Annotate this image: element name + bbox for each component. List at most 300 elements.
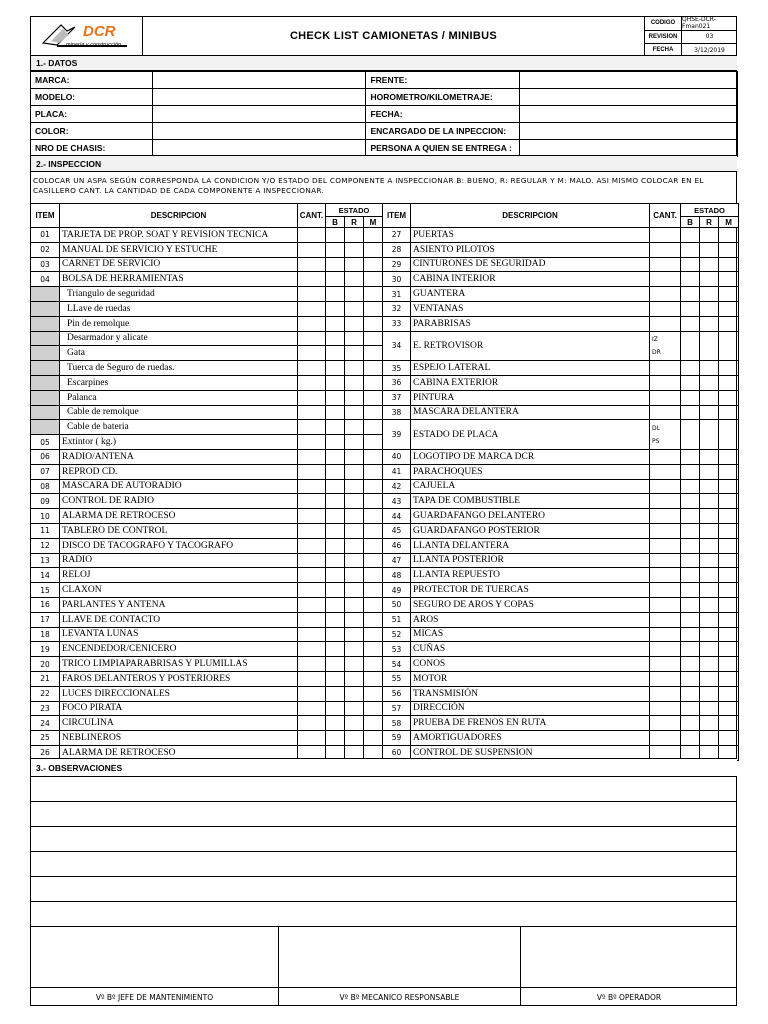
check-r[interactable] [345,272,364,287]
check-b[interactable] [326,657,345,672]
check-m[interactable] [364,405,383,420]
qty-cell[interactable] [298,272,326,287]
qty-cell[interactable] [650,316,681,331]
check-m[interactable] [719,361,739,376]
check-r[interactable] [700,583,719,598]
observation-line[interactable] [31,826,737,851]
check-b[interactable] [326,523,345,538]
qty-cell[interactable] [650,597,681,612]
check-b[interactable] [326,361,345,376]
check-m[interactable] [719,494,739,509]
check-r[interactable] [700,612,719,627]
check-r[interactable] [700,316,719,331]
check-b[interactable] [326,568,345,583]
check-b[interactable] [681,627,700,642]
check-b[interactable] [326,583,345,598]
check-r[interactable] [345,228,364,243]
check-r[interactable] [345,449,364,464]
check-m[interactable] [719,568,739,583]
side-label: DL [652,424,660,432]
check-m[interactable] [364,538,383,553]
check-m[interactable] [364,568,383,583]
qty-cell[interactable] [650,272,681,287]
check-b[interactable] [326,272,345,287]
qty-cell[interactable] [650,509,681,524]
qty-cell[interactable] [650,301,681,316]
check-r[interactable] [345,331,364,346]
check-r[interactable] [700,242,719,257]
check-b[interactable] [326,331,345,346]
check-r[interactable] [700,568,719,583]
signature-box-operador[interactable] [521,927,737,987]
qty-cell[interactable] [298,597,326,612]
check-r[interactable] [345,716,364,731]
check-r[interactable] [345,701,364,716]
qty-cell[interactable] [298,523,326,538]
qty-cell[interactable] [298,301,326,316]
check-b[interactable] [681,612,700,627]
qty-cell[interactable] [650,494,681,509]
check-r[interactable] [345,553,364,568]
qty-cell[interactable] [298,228,326,243]
check-b[interactable] [326,287,345,302]
check-m[interactable] [364,287,383,302]
item-number [31,420,60,435]
qty-cell[interactable] [298,375,326,390]
check-m[interactable] [364,523,383,538]
check-m[interactable] [364,479,383,494]
check-m[interactable] [364,464,383,479]
check-b[interactable] [681,331,700,361]
check-b[interactable] [681,568,700,583]
check-r[interactable] [345,390,364,405]
check-m[interactable] [364,242,383,257]
observation-line[interactable] [31,901,737,926]
check-b[interactable] [326,642,345,657]
check-r[interactable] [345,405,364,420]
check-r[interactable] [345,287,364,302]
check-m[interactable] [719,597,739,612]
check-b[interactable] [326,301,345,316]
check-b[interactable] [326,346,345,361]
check-r[interactable] [700,464,719,479]
qty-cell[interactable] [298,449,326,464]
check-r[interactable] [345,597,364,612]
qty-cell[interactable] [650,287,681,302]
check-m[interactable] [364,583,383,598]
qty-cell[interactable] [298,671,326,686]
check-b[interactable] [681,701,700,716]
check-r[interactable] [345,731,364,746]
check-r[interactable] [700,449,719,464]
check-b[interactable] [326,479,345,494]
datos-field[interactable] [152,72,366,89]
check-b[interactable] [681,686,700,701]
qty-cell[interactable] [650,449,681,464]
check-m[interactable] [719,449,739,464]
qty-cell[interactable] [650,671,681,686]
check-m[interactable] [719,642,739,657]
check-b[interactable] [681,716,700,731]
item-number: 56 [383,686,411,701]
check-b[interactable] [681,464,700,479]
section-datos: 1.- DATOS [31,55,737,71]
check-m[interactable] [364,449,383,464]
check-b[interactable] [681,287,700,302]
check-r[interactable] [345,479,364,494]
check-m[interactable] [364,642,383,657]
check-m[interactable] [719,671,739,686]
check-m[interactable] [364,331,383,346]
check-m[interactable] [364,228,383,243]
check-r[interactable] [345,509,364,524]
check-r[interactable] [345,657,364,672]
datos-field[interactable] [152,140,366,157]
check-m[interactable] [364,435,383,450]
check-r[interactable] [345,257,364,272]
check-b[interactable] [681,509,700,524]
check-r[interactable] [700,671,719,686]
check-b[interactable] [326,553,345,568]
check-r[interactable] [345,242,364,257]
check-m[interactable] [364,686,383,701]
check-r[interactable] [345,627,364,642]
qty-cell[interactable] [298,553,326,568]
observation-line[interactable] [31,776,737,801]
check-r[interactable] [700,301,719,316]
qty-cell[interactable] [650,405,681,420]
check-b[interactable] [326,701,345,716]
check-r[interactable] [345,568,364,583]
check-r[interactable] [700,361,719,376]
check-r[interactable] [700,331,719,361]
qty-cell[interactable] [650,361,681,376]
check-m[interactable] [719,405,739,420]
check-r[interactable] [700,538,719,553]
check-m[interactable] [719,390,739,405]
datos-field[interactable] [520,72,738,89]
col-regular: R [345,217,364,228]
qty-cell[interactable] [650,568,681,583]
check-b[interactable] [326,420,345,435]
check-r[interactable] [700,731,719,746]
check-r[interactable] [345,375,364,390]
check-r[interactable] [345,420,364,435]
check-b[interactable] [681,657,700,672]
signature-box-jefe[interactable] [31,927,279,987]
check-r[interactable] [700,228,719,243]
check-b[interactable] [681,361,700,376]
signature-box-mecanico[interactable] [279,927,521,987]
check-r[interactable] [700,390,719,405]
check-b[interactable] [326,538,345,553]
check-r[interactable] [700,553,719,568]
check-r[interactable] [700,597,719,612]
qty-cell[interactable] [650,257,681,272]
check-r[interactable] [345,612,364,627]
check-r[interactable] [345,361,364,376]
qty-cell[interactable] [650,523,681,538]
check-r[interactable] [700,716,719,731]
datos-label: ENCARGADO DE LA INPECCION: [366,123,520,140]
check-b[interactable] [681,553,700,568]
check-b[interactable] [681,272,700,287]
check-m[interactable] [719,509,739,524]
datos-field[interactable] [520,123,738,140]
check-m[interactable] [719,716,739,731]
table-row [31,257,739,272]
qty-cell[interactable] [650,716,681,731]
qty-cell[interactable] [650,686,681,701]
datos-field[interactable] [152,123,366,140]
check-r[interactable] [345,538,364,553]
check-b[interactable] [681,375,700,390]
check-m[interactable] [364,597,383,612]
check-r[interactable] [345,346,364,361]
qty-cell[interactable] [650,583,681,598]
check-b[interactable] [681,449,700,464]
check-r[interactable] [700,257,719,272]
datos-field[interactable] [152,89,366,106]
col-descripcion: DESCRIPCION [411,204,650,228]
check-m[interactable] [719,316,739,331]
check-m[interactable] [719,420,739,450]
check-b[interactable] [326,316,345,331]
table-row [31,464,739,479]
qty-cell[interactable] [298,331,326,346]
check-m[interactable] [719,479,739,494]
check-b[interactable] [326,449,345,464]
check-m[interactable] [719,287,739,302]
check-m[interactable] [719,331,739,361]
check-b[interactable] [681,583,700,598]
qty-cell[interactable] [298,612,326,627]
check-b[interactable] [681,642,700,657]
check-r[interactable] [345,642,364,657]
check-b[interactable] [681,523,700,538]
check-b[interactable] [326,494,345,509]
check-b[interactable] [681,494,700,509]
check-r[interactable] [345,686,364,701]
qty-cell[interactable] [650,538,681,553]
check-r[interactable] [345,494,364,509]
check-b[interactable] [326,257,345,272]
qty-cell[interactable] [298,361,326,376]
check-b[interactable] [326,671,345,686]
qty-cell[interactable] [650,479,681,494]
datos-field[interactable] [520,140,738,157]
check-b[interactable] [326,375,345,390]
check-m[interactable] [364,375,383,390]
datos-field[interactable] [152,106,366,123]
check-m[interactable] [364,301,383,316]
qty-cell[interactable] [298,390,326,405]
check-b[interactable] [681,479,700,494]
check-b[interactable] [326,390,345,405]
qty-cell[interactable] [650,242,681,257]
observation-line[interactable] [31,801,737,826]
check-b[interactable] [681,257,700,272]
check-m[interactable] [719,583,739,598]
check-m[interactable] [364,420,383,435]
check-r[interactable] [345,316,364,331]
check-m[interactable] [364,627,383,642]
check-m[interactable] [719,375,739,390]
check-m[interactable] [364,731,383,746]
observation-line[interactable] [31,851,737,876]
check-r[interactable] [700,287,719,302]
qty-cell[interactable] [298,479,326,494]
qty-cell[interactable] [298,538,326,553]
check-m[interactable] [364,316,383,331]
check-b[interactable] [326,612,345,627]
check-m[interactable] [364,346,383,361]
qty-cell[interactable] [298,435,326,450]
check-b[interactable] [326,716,345,731]
check-r[interactable] [700,375,719,390]
qty-cell[interactable] [298,464,326,479]
check-r[interactable] [700,479,719,494]
check-r[interactable] [700,494,719,509]
check-m[interactable] [364,257,383,272]
check-m[interactable] [719,242,739,257]
qty-cell[interactable] [298,686,326,701]
qty-cell[interactable] [298,509,326,524]
check-r[interactable] [700,509,719,524]
qty-cell[interactable] [650,701,681,716]
check-b[interactable] [326,228,345,243]
qty-cell[interactable] [650,390,681,405]
check-b[interactable] [681,420,700,450]
check-m[interactable] [364,509,383,524]
check-r[interactable] [700,642,719,657]
qty-cell[interactable] [650,731,681,746]
check-r[interactable] [700,701,719,716]
qty-cell[interactable] [298,568,326,583]
qty-cell[interactable] [298,701,326,716]
check-m[interactable] [364,553,383,568]
qty-cell[interactable] [298,242,326,257]
check-b[interactable] [326,731,345,746]
check-m[interactable] [719,228,739,243]
check-m[interactable] [719,627,739,642]
qty-cell[interactable] [650,464,681,479]
check-r[interactable] [700,627,719,642]
qty-cell[interactable] [298,257,326,272]
check-m[interactable] [719,464,739,479]
check-r[interactable] [345,583,364,598]
check-m[interactable] [719,701,739,716]
qty-cell[interactable] [298,287,326,302]
check-m[interactable] [719,523,739,538]
qty-cell[interactable] [298,405,326,420]
qty-cell[interactable] [650,642,681,657]
check-r[interactable] [345,464,364,479]
check-m[interactable] [364,272,383,287]
datos-field[interactable] [520,106,738,123]
check-b[interactable] [681,405,700,420]
check-m[interactable] [364,657,383,672]
check-m[interactable] [364,361,383,376]
qty-cell[interactable] [650,553,681,568]
check-m[interactable] [719,612,739,627]
check-m[interactable] [364,494,383,509]
qty-cell[interactable] [298,716,326,731]
check-m[interactable] [364,716,383,731]
check-m[interactable] [364,390,383,405]
check-r[interactable] [700,686,719,701]
check-b[interactable] [326,405,345,420]
check-b[interactable] [326,509,345,524]
form-title: CHECK LIST CAMIONETAS / MINIBUS [143,17,645,55]
check-m[interactable] [364,701,383,716]
observation-line[interactable] [31,876,737,901]
qty-cell[interactable] [298,642,326,657]
check-m[interactable] [719,538,739,553]
check-b[interactable] [681,597,700,612]
qty-cell[interactable] [298,583,326,598]
check-b[interactable] [681,301,700,316]
check-m[interactable] [719,731,739,746]
check-r[interactable] [345,523,364,538]
check-m[interactable] [719,301,739,316]
check-b[interactable] [326,597,345,612]
check-b[interactable] [326,627,345,642]
check-r[interactable] [345,435,364,450]
check-r[interactable] [345,671,364,686]
check-b[interactable] [681,316,700,331]
qty-cell[interactable] [650,657,681,672]
check-m[interactable] [364,671,383,686]
check-b[interactable] [681,538,700,553]
check-b[interactable] [326,686,345,701]
check-m[interactable] [719,553,739,568]
qty-cell[interactable] [650,228,681,243]
check-m[interactable] [719,257,739,272]
qty-cell[interactable] [298,420,326,435]
item-description: CLAXON [60,583,298,598]
check-b[interactable] [326,435,345,450]
check-b[interactable] [326,464,345,479]
qty-cell[interactable] [298,731,326,746]
check-r[interactable] [700,523,719,538]
check-m[interactable] [719,657,739,672]
check-b[interactable] [326,242,345,257]
qty-cell[interactable] [298,346,326,361]
check-m[interactable] [719,272,739,287]
datos-field[interactable] [520,89,738,106]
qty-cell[interactable] [650,375,681,390]
check-r[interactable] [700,657,719,672]
check-r[interactable] [700,405,719,420]
qty-cell[interactable] [298,627,326,642]
check-m[interactable] [719,686,739,701]
check-m[interactable] [364,612,383,627]
check-r[interactable] [345,301,364,316]
check-b[interactable] [681,242,700,257]
check-r[interactable] [700,272,719,287]
qty-cell[interactable] [650,612,681,627]
check-b[interactable] [681,390,700,405]
check-b[interactable] [681,731,700,746]
check-b[interactable] [681,228,700,243]
check-b[interactable] [681,671,700,686]
qty-cell[interactable] [298,316,326,331]
check-r[interactable] [700,420,719,450]
qty-cell[interactable] [298,657,326,672]
qty-cell[interactable] [650,627,681,642]
qty-cell[interactable] [298,494,326,509]
